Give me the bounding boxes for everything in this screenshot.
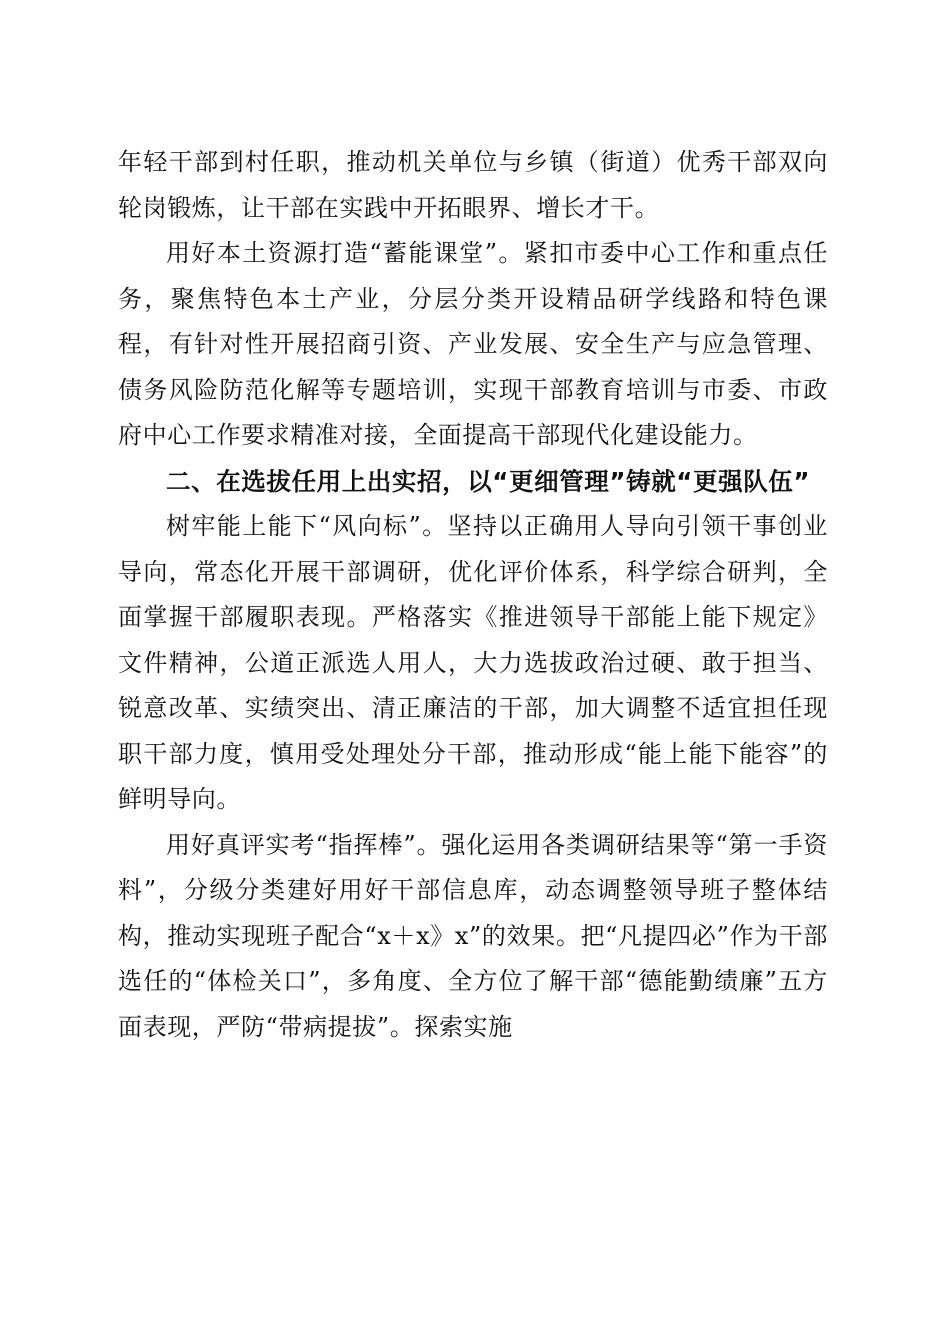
document-body [118,140,828,1050]
paragraph-baton: 用好真评实考“指挥棒”。强化运用各类调研结果等“第一手资料”，分级分类建好用好干部信息库，动态调整领导班子整体结构，推动实现班子配合“x＋x》x”的效果。把“凡提四必”作为干部选任的“体检关口”，多角度、全方位了解干部“德能勤绩廉”五方面表现，严防“带病提拔”。探索实施 [118,830,828,1041]
section-heading-selection: 二、在选拔任用上出实招，以“更细管理”铸就“更强队伍” [166,466,811,496]
paragraph-energy-classroom: 用好本土资源打造“蓄能课堂”。紧扣市委中心工作和重点任务，聚焦特色本土产业，分层分类开设精品研学线路和特色课程，有针对性开展招商引资、产业发展、安全生产与应急管理、债务风险防范化解等专题培训，实现干部教育培训与市委、市政府中心工作要求精准对接，全面提高干部现代化建设能力。 [118,239,828,449]
paragraph-wind-vane: 树牢能上能下“风向标”。坚持以正确用人导向引领干事创业导向，常态化开展干部调研，优化评价体系，科学综合研判，全面掌握干部履职表现。严格落实《推进领导干部能上能下规定》文件精神，公道正派选人用人，大力选拔政治过硬、敢于担当、锐意改革、实绩突出、清正廉洁的干部，加大调整不适宜担任现职干部力度，慎用受处理处分干部，推动形成“能上能下能容”的鲜明导向。 [118,512,828,813]
paragraph-continuation: 年轻干部到村任职，推动机关单位与乡镇（街道）优秀干部双向轮岗锻炼，让干部在实践中开拓眼界、增长才干。 [118,148,828,222]
